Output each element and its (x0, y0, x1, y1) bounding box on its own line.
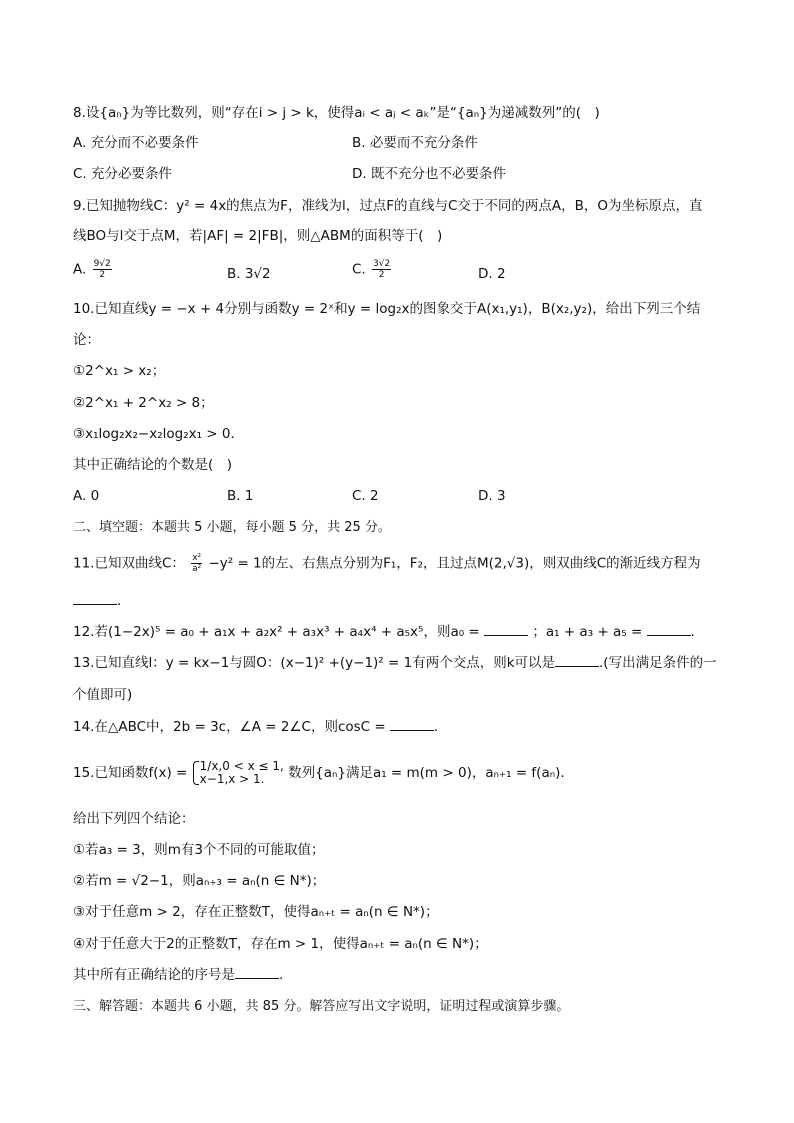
q9-option-c-numerator: 3√2 (373, 259, 391, 269)
q8-option-c: C. 充分必要条件 (73, 166, 173, 182)
q9-option-a-numerator: 9√2 (93, 259, 111, 269)
q10-option-a: A. 0 (73, 488, 100, 504)
q15-statement-1: ①若a₃ = 3，则m有3个不同的可能取值； (73, 842, 325, 858)
q14-answer-blank[interactable] (390, 718, 434, 731)
q12-end: . (690, 624, 695, 640)
q8-option-b: B. 必要而不充分条件 (352, 135, 478, 151)
q14-prefix: 14.在△ABC中，2b = 3c，∠A = 2∠C，则cosC = (73, 719, 386, 735)
q9-option-a-fraction (93, 259, 112, 280)
q15-prefix: 15.已知函数f(x) = (73, 765, 188, 781)
q10-option-b: B. 1 (227, 488, 254, 504)
q15-piece-1: 1/x,0 < x ≤ 1, (199, 759, 284, 773)
q11-suffix: −y² = 1的左、右焦点分别为F₁，F₂，且过点M(2,√3)，则双曲线C的渐近线方程为 (208, 555, 701, 572)
q13-line1 (73, 654, 717, 672)
q12-answer-blank-2[interactable] (647, 623, 691, 636)
q9-option-a-denominator: 2 (99, 270, 106, 280)
q15-question (73, 966, 283, 984)
q15-end: . (279, 967, 284, 983)
q12-prefix: 12.若(1−2x)⁵ = a₀ + a₁x + a₂x² + a₃x³ + a₄x⁴ + a₅x⁵，则a₀ = (73, 624, 480, 640)
q9-option-c-fraction (372, 259, 391, 280)
q9-option-c-label: C. (352, 261, 366, 278)
q15-question-text: 其中所有正确结论的序号是 (73, 967, 235, 983)
q11-answer-line (73, 592, 121, 610)
q12-line (73, 623, 695, 641)
q13-answer-blank[interactable] (555, 654, 599, 667)
q11-fraction (191, 553, 202, 574)
q11-line1 (73, 553, 701, 574)
q11-fraction-numerator: x² (192, 553, 202, 563)
q10-statement-3: ③x₁log₂x₂−x₂log₂x₁ > 0. (73, 426, 235, 442)
q12-middle: ；a₁ + a₃ + a₅ = (532, 624, 643, 640)
section-2-heading: 二、填空题：本题共 5 小题，每小题 5 分，共 25 分。 (73, 520, 391, 535)
q9-option-c-denominator: 2 (378, 270, 385, 280)
q9-option-c (352, 259, 393, 280)
q8-option-d: D. 既不充分也不必要条件 (352, 166, 506, 182)
q9-option-a (73, 259, 114, 280)
q15-answer-blank[interactable] (235, 966, 279, 979)
q15-statement-2: ②若m = √2−1，则aₙ₊₃ = aₙ(n ∈ N*)； (73, 873, 326, 889)
q15-suffix: 数列{aₙ}满足a₁ = m(m > 0)，aₙ₊₁ = f(aₙ). (288, 765, 565, 781)
q9-option-d: D. 2 (478, 266, 506, 282)
q13-suffix: .(写出满足条件的一 (599, 655, 717, 671)
q12-answer-blank-1[interactable] (484, 623, 528, 636)
q10-option-d: D. 3 (478, 488, 506, 504)
q10-option-c: C. 2 (352, 488, 379, 504)
q9-line2: 线BO与l交于点M，若|AF| = 2|FB|，则△ABM的面积等于( ) (73, 228, 443, 244)
q8-option-a: A. 充分而不必要条件 (73, 135, 199, 151)
q15-intro: 给出下列四个结论： (73, 811, 195, 827)
q11-prefix: 11.已知双曲线C： (73, 555, 185, 572)
q10-line2: 论： (73, 332, 100, 348)
q10-statement-2: ②2^x₁ + 2^x₂ > 8； (73, 395, 214, 411)
q11-fraction-denominator: a² (192, 564, 202, 574)
q15-statement-3: ③对于任意m > 2，存在正整数T，使得aₙ₊ₜ = aₙ(n ∈ N*)； (73, 904, 439, 920)
q15-piecewise-function (192, 760, 284, 786)
q10-statement-1: ①2^x₁ > x₂； (73, 363, 166, 379)
q9-option-b: B. 3√2 (227, 266, 271, 282)
q9-line1: 9.已知抛物线C：y² = 4x的焦点为F，准线为l，过点F的直线与C交于不同的两点A，B，O为坐标原点，直 (73, 198, 703, 214)
q15-line1 (73, 760, 565, 786)
q14-end: . (434, 719, 439, 735)
q9-option-a-label: A. (73, 261, 87, 278)
q15-statement-4: ④对于任意大于2的正整数T，存在m > 1，使得aₙ₊ₜ = aₙ(n ∈ N*)； (73, 936, 488, 952)
q14-line (73, 718, 438, 736)
q8-stem: 8.设{aₙ}为等比数列，则“存在i > j > k，使得aᵢ < aⱼ < aₖ”是“{aₙ}为递减数列”的( ) (73, 105, 600, 121)
q10-line1: 10.已知直线y = −x + 4分别与函数y = 2ˣ和y = log₂x的图象交于A(x₁,y₁)，B(x₂,y₂)，给出下列三个结 (73, 301, 701, 317)
q13-prefix: 13.已知直线l：y = kx−1与圆O：(x−1)² +(y−1)² = 1有两个交点，则k可以是 (73, 655, 556, 671)
q11-end: . (117, 593, 122, 609)
q10-question: 其中正确结论的个数是( ) (73, 457, 233, 473)
q11-answer-blank[interactable] (73, 592, 117, 605)
section-3-heading: 三、解答题：本题共 6 小题，共 85 分。解答应写出文字说明，证明过程或演算步骤。 (73, 999, 570, 1014)
q13-line2: 个值即可) (73, 687, 133, 703)
q15-piece-2: x−1,x > 1. (199, 772, 265, 786)
